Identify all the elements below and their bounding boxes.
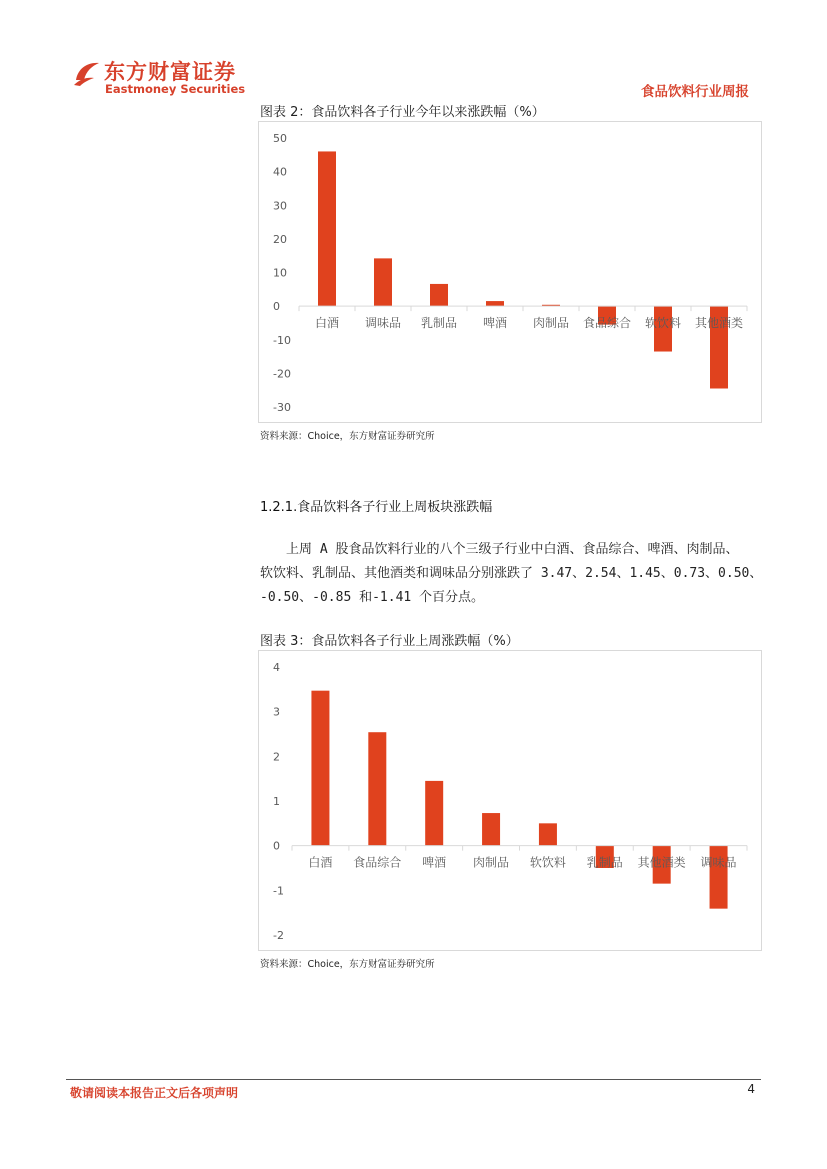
bar-白酒 (318, 151, 336, 306)
x-category-label: 软饮料 (529, 855, 566, 870)
y-tick-label: -20 (273, 367, 291, 381)
y-tick-label: 0 (273, 839, 280, 853)
company-name-en: Eastmoney Securities (105, 82, 246, 96)
bar-啤酒 (486, 301, 504, 306)
x-category-label: 肉制品 (532, 316, 570, 331)
figure3-caption: 图表 3：食品饮料各子行业上周涨跌幅（%） (260, 634, 519, 649)
bar-食品综合 (368, 732, 386, 845)
x-category-label: 啤酒 (482, 316, 508, 331)
paragraph-line: 软饮料、乳制品、其他酒类和调味品分别涨跌了 3.47、2.54、1.45、0.73、0.50、 (260, 566, 763, 581)
company-logo (72, 56, 252, 96)
y-tick-label: 10 (273, 266, 287, 280)
y-tick-label: 30 (273, 199, 287, 213)
y-tick-label: 50 (273, 132, 287, 145)
x-category-label: 乳制品 (420, 316, 458, 331)
figure3-chart-svg (259, 651, 761, 950)
x-category-label: 其他酒类 (637, 855, 686, 870)
bar-啤酒 (425, 781, 443, 846)
x-category-label: 食品综合 (582, 316, 632, 331)
x-category-label: 食品综合 (353, 855, 402, 870)
y-tick-label: 3 (273, 705, 280, 719)
y-tick-label: 1 (273, 795, 280, 808)
y-tick-label: -30 (273, 401, 291, 414)
y-tick-label: 4 (273, 661, 280, 674)
x-category-label: 白酒 (308, 855, 333, 870)
figure3-chart (258, 650, 762, 951)
bar-白酒 (311, 691, 329, 846)
x-category-label: 啤酒 (422, 855, 447, 870)
x-category-label: 软饮料 (644, 316, 682, 331)
report-title: 食品饮料行业周报 (641, 84, 749, 100)
figure2-caption: 图表 2：食品饮料各子行业今年以来涨跌幅（%） (260, 105, 545, 120)
x-category-label: 白酒 (314, 316, 340, 331)
y-tick-label: 40 (273, 165, 287, 179)
company-name-cn: 东方财富证券 (104, 60, 236, 84)
y-tick-label: -10 (273, 333, 291, 347)
bar-肉制品 (482, 813, 500, 846)
y-tick-label: 0 (273, 300, 280, 314)
x-category-label: 乳制品 (586, 855, 623, 870)
x-category-label: 其他酒类 (694, 316, 744, 331)
company-logo-icon (72, 58, 102, 88)
y-tick-label: -2 (273, 929, 284, 942)
footer-disclaimer: 敬请阅读本报告正文后各项声明 (70, 1086, 239, 1100)
paragraph-line: 上周 A 股食品饮料行业的八个三级子行业中白酒、食品综合、啤酒、肉制品、 (260, 542, 739, 557)
y-tick-label: 2 (273, 750, 280, 764)
section-heading: 1.2.1.食品饮料各子行业上周板块涨跌幅 (260, 500, 493, 515)
figure2-chart-svg (259, 122, 761, 422)
section-paragraph (260, 538, 763, 610)
figure2-source: 资料来源：Choice，东方财富证券研究所 (260, 431, 435, 442)
footer-divider (66, 1079, 761, 1080)
bar-乳制品 (430, 284, 448, 306)
figure2-chart (258, 121, 762, 423)
x-category-label: 调味品 (364, 316, 402, 331)
paragraph-line: -0.50、-0.85 和-1.41 个百分点。 (260, 590, 485, 605)
figure3-source: 资料来源：Choice，东方财富证券研究所 (260, 959, 435, 970)
y-tick-label: 20 (273, 232, 287, 246)
y-tick-label: -1 (273, 884, 284, 898)
bar-调味品 (374, 258, 392, 306)
page-number: 4 (747, 1082, 755, 1096)
bar-软饮料 (539, 823, 557, 845)
x-category-label: 肉制品 (473, 855, 510, 870)
x-category-label: 调味品 (700, 855, 737, 870)
